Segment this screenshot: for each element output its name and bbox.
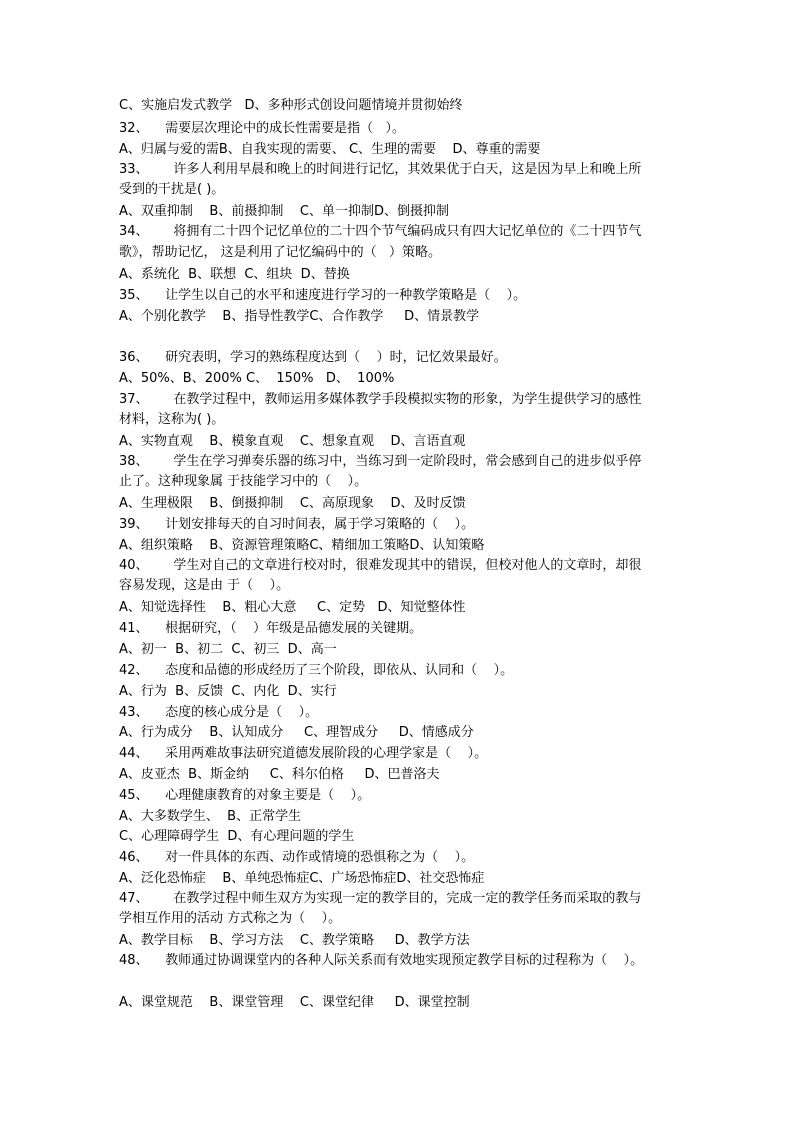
text-line: 47、 在教学过程中师生双方为实现一定的教学目的，完成一定的教学任务而采取的教与 xyxy=(119,891,642,906)
text-line: 35、 让学生以自己的水平和速度进行学习的一种教学策略是（ ）。 xyxy=(119,288,527,303)
text-line: 42、 态度和品德的形成经历了三个阶段，即依从、认同和（ ）。 xyxy=(119,663,514,678)
text-line: 46、 对一件具体的东西、动作或情境的恐惧称之为（ ）。 xyxy=(119,850,475,865)
text-line: A、组织策略 B、资源管理策略C、精细加工策略D、认知策略 xyxy=(119,538,485,553)
text-line: A、皮亚杰 B、斯金纳 C、科尔伯格 D、巴普洛夫 xyxy=(119,767,440,782)
text-line: A、生理极限 B、倒摄抑制 C、高原现象 D、及时反馈 xyxy=(119,496,466,511)
text-line: A、双重抑制 B、前摄抑制 C、单一抑制D、倒摄抑制 xyxy=(119,204,449,219)
text-line: A、行为 B、反馈 C、内化 D、实行 xyxy=(119,684,337,699)
text-line: 容易发现，这是由 于（ ）。 xyxy=(119,578,290,593)
text-line: A、行为成分 B、认知成分 C、理智成分 D、情感成分 xyxy=(119,725,474,740)
text-line: 43、 态度的核心成分是（ ）。 xyxy=(119,705,319,720)
text-line: 34、 将拥有二十四个记忆单位的二十四个节气编码成只有四大记忆单位的《二十四节气 xyxy=(119,224,642,239)
text-line: 36、 研究表明，学习的熟练程度达到（ ）时，记忆效果最好。 xyxy=(119,350,507,365)
text-line: 歌》，帮助记忆， 这是利用了记忆编码中的（ ）策略。 xyxy=(119,245,442,260)
text-line: A、系统化 B、联想 C、组块 D、替换 xyxy=(119,267,350,282)
text-line: 45、 心理健康教育的对象主要是（ ）。 xyxy=(119,788,371,803)
text-line: A、课堂规范 B、课堂管理 C、课堂纪律 D、课堂控制 xyxy=(119,995,470,1010)
text-line: 受到的干扰是( )。 xyxy=(119,182,225,197)
text-line: 学相互作用的活动 方式称之为（ ）。 xyxy=(119,911,342,926)
text-line: 材料，这称为( )。 xyxy=(119,412,225,427)
text-line: A、归属与爱的需B、自我实现的需要、 C、生理的需要 D、尊重的需要 xyxy=(119,142,541,157)
text-line: 37、 在教学过程中，教师运用多媒体教学手段模拟实物的形象，为学生提供学习的感性 xyxy=(119,392,642,407)
text-line: 41、 根据研究，（ ）年级是品德发展的关键期。 xyxy=(119,621,423,636)
text-line: 33、 许多人利用早晨和晚上的时间进行记忆，其效果优于白天，这是因为早上和晚上所 xyxy=(119,162,642,177)
text-line: 止了。这种现象属 于技能学习中的（ ）。 xyxy=(119,474,368,489)
text-line: 48、 教师通过协调课堂内的各种人际关系而有效地实现预定教学目标的过程称为（ ）。 xyxy=(119,953,644,968)
text-line: 38、 学生在学习弹奏乐器的练习中，当练习到一定阶段时，常会感到自己的进步似乎停 xyxy=(119,454,642,469)
text-line: A、泛化恐怖症 B、单纯恐怖症C、广场恐怖症D、社交恐怖症 xyxy=(119,871,485,886)
text-line: 44、 采用两难故事法研究道德发展阶段的心理学家是（ ）。 xyxy=(119,746,488,761)
text-line: A、初一 B、初二 C、初三 D、高一 xyxy=(119,642,337,657)
text-line: A、大多数学生、 B、正常学生 xyxy=(119,809,302,824)
text-line: 39、 计划安排每天的自习时间表，属于学习策略的（ ）。 xyxy=(119,517,475,532)
text-line: A、教学目标 B、学习方法 C、教学策略 D、教学方法 xyxy=(119,933,470,948)
text-line: A、知觉选择性 B、粗心大意 C、定势 D、知觉整体性 xyxy=(119,600,466,615)
text-line: 32、 需要层次理论中的成长性需要是指（ ）。 xyxy=(119,121,405,136)
text-line: C、心理障碍学生 D、有心理问题的学生 xyxy=(119,829,355,844)
text-line: 40、 学生对自己的文章进行校对时，很难发现其中的错误，但校对他人的文章时，却很 xyxy=(119,558,642,573)
text-line: A、个别化教学 B、指导性教学C、合作教学 D、情景教学 xyxy=(119,309,480,324)
text-line: A、实物直观 B、模象直观 C、想象直观 D、言语直观 xyxy=(119,434,466,449)
text-line: A、50%、B、200% C、 150% D、 100% xyxy=(119,371,395,386)
text-line: C、实施启发式教学 D、多种形式创设问题情境并贯彻始终 xyxy=(119,98,463,113)
